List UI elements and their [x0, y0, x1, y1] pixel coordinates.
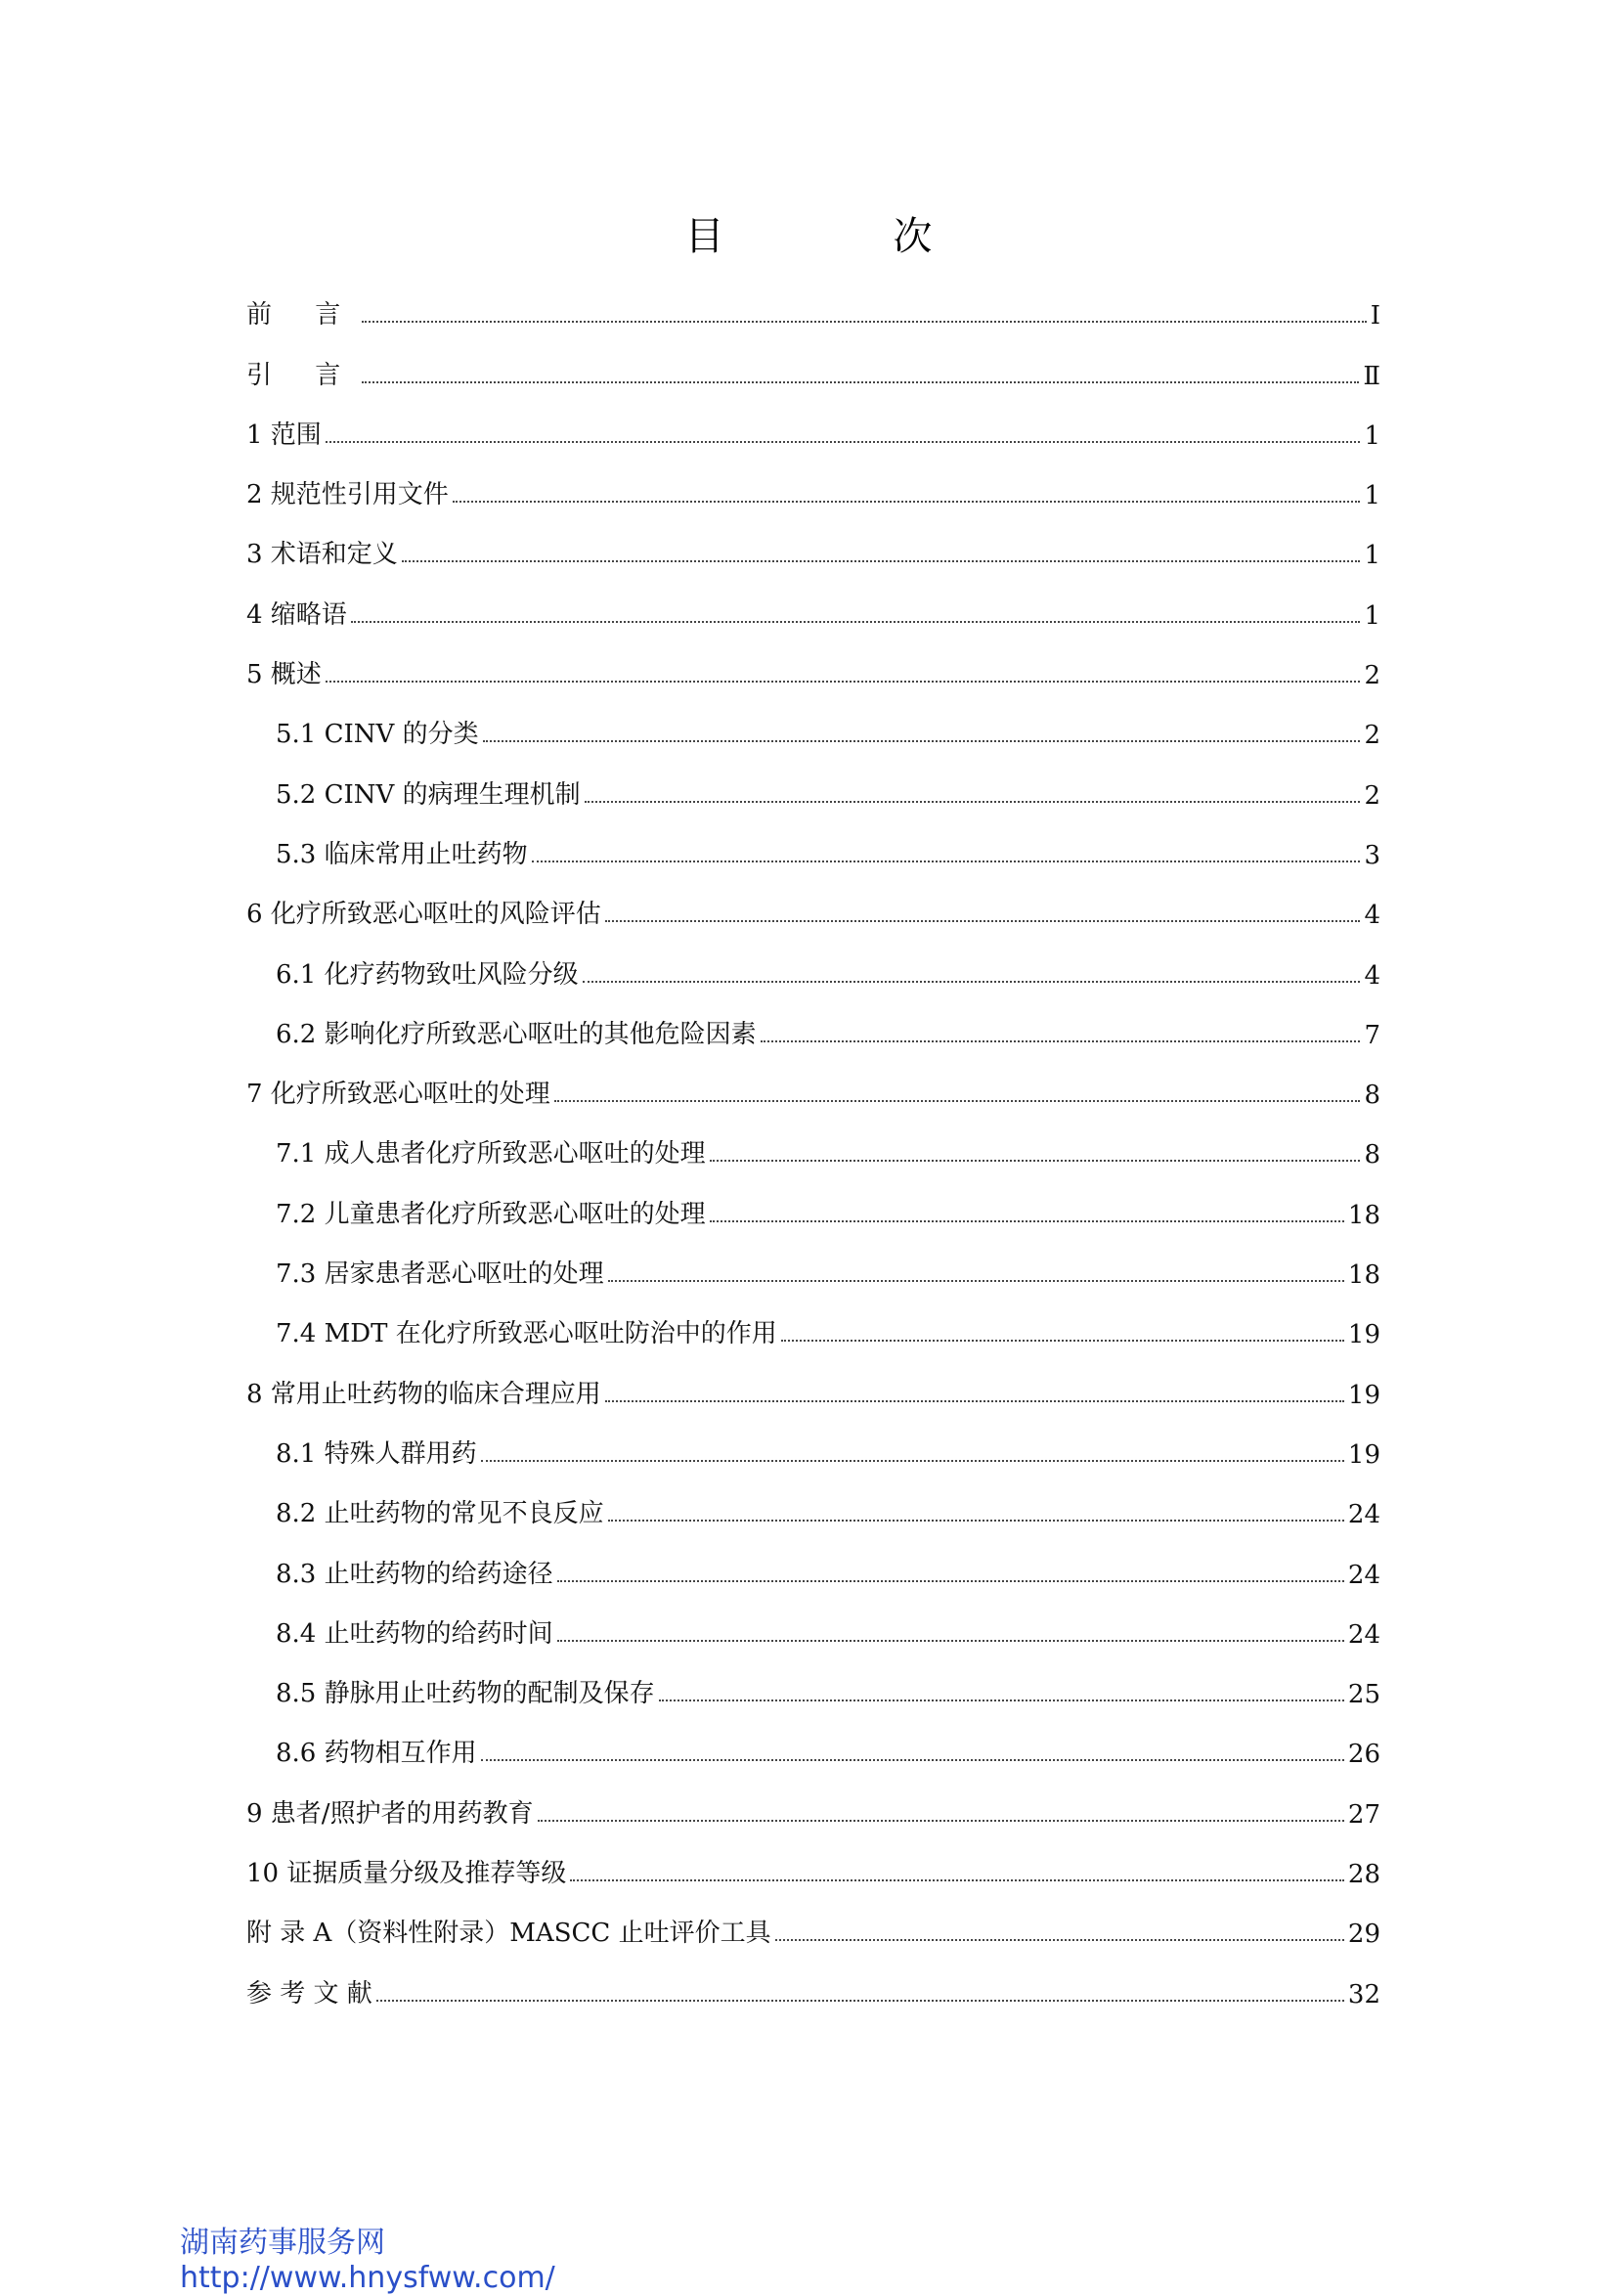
toc-leader-dots — [326, 680, 1361, 683]
footer-site-url[interactable]: http://www.hnysfww.com/ — [180, 2261, 555, 2295]
page-title: 目 次 — [684, 214, 1011, 259]
toc-entry-label: 4 缩略语 — [246, 599, 347, 630]
toc-entry-page: 19 — [1347, 1320, 1380, 1350]
toc-entry-label: 9 患者/照护者的用药教育 — [246, 1798, 534, 1829]
toc-entry[interactable] — [246, 880, 1380, 940]
toc-leader-dots — [605, 919, 1361, 922]
toc-entry-label: 6.1 化疗药物致吐风险分级 — [276, 959, 579, 990]
toc-entry-label: 2 规范性引用文件 — [246, 480, 449, 510]
toc-entry-label: 8.6 药物相互作用 — [276, 1739, 477, 1769]
toc-entry-label: 3 术语和定义 — [246, 540, 398, 570]
toc-entry-label: 6.2 影响化疗所致恶心呕吐的其他危险因素 — [276, 1019, 757, 1049]
toc-entry-label: 7.3 居家患者恶心呕吐的处理 — [276, 1259, 604, 1290]
toc-entry[interactable] — [246, 1300, 1380, 1359]
toc-leader-dots — [362, 380, 1359, 383]
toc-leader-dots — [362, 320, 1366, 323]
toc-entry[interactable] — [246, 281, 1380, 340]
toc-entry-page: 1 — [1364, 420, 1380, 451]
toc-leader-dots — [781, 1339, 1344, 1342]
toc-entry-label: 参 考 文 献 — [246, 1978, 372, 2009]
toc-leader-dots — [570, 1878, 1344, 1881]
toc-leader-dots — [483, 739, 1361, 742]
toc-entry[interactable] — [246, 520, 1380, 580]
toc-leader-dots — [585, 800, 1361, 803]
toc-leader-dots — [761, 1039, 1361, 1042]
toc-entry[interactable] — [246, 1539, 1380, 1599]
toc-entry-page: 29 — [1347, 1920, 1380, 1950]
toc-entry[interactable] — [246, 1060, 1380, 1120]
toc-entry-label: 5.3 临床常用止吐药物 — [276, 839, 528, 869]
toc-entry-label: 6 化疗所致恶心呕吐的风险评估 — [246, 900, 601, 930]
toc-entry[interactable] — [246, 1839, 1380, 1899]
toc-entry-label: 7.2 儿童患者化疗所致恶心呕吐的处理 — [276, 1199, 706, 1229]
toc-leader-dots — [557, 1579, 1344, 1582]
toc-entry-label: 8 常用止吐药物的临床合理应用 — [246, 1379, 601, 1409]
toc-entry-page: 24 — [1347, 1619, 1380, 1650]
toc-entry-page: 2 — [1364, 721, 1380, 751]
toc-entry[interactable] — [246, 1779, 1380, 1838]
toc-entry-page: 18 — [1347, 1200, 1380, 1230]
toc-entry-page: Ⅱ — [1363, 361, 1380, 391]
toc-leader-dots — [710, 1219, 1344, 1222]
toc-leader-dots — [453, 500, 1361, 503]
toc-entry-label: 5.2 CINV 的病理生理机制 — [276, 779, 581, 810]
toc-leader-dots — [538, 1819, 1344, 1822]
toc-entry[interactable] — [246, 760, 1380, 819]
toc-entry[interactable] — [246, 1359, 1380, 1419]
toc-entry[interactable] — [246, 1600, 1380, 1659]
toc-entry[interactable] — [246, 1719, 1380, 1779]
table-of-contents — [246, 281, 1380, 2019]
toc-entry-label: 附 录 A（资料性附录）MASCC 止吐评价工具 — [246, 1919, 771, 1949]
toc-entry-label: 5.1 CINV 的分类 — [276, 720, 479, 750]
toc-entry[interactable] — [246, 820, 1380, 880]
toc-entry[interactable] — [246, 1659, 1380, 1719]
toc-entry[interactable] — [246, 401, 1380, 461]
toc-entry-page: 18 — [1347, 1260, 1380, 1291]
toc-entry-label: 5 概述 — [246, 660, 322, 690]
toc-entry-label: 7 化疗所致恶心呕吐的处理 — [246, 1080, 550, 1110]
toc-leader-dots — [532, 860, 1361, 862]
toc-entry-page: 28 — [1347, 1860, 1380, 1890]
toc-entry[interactable] — [246, 1899, 1380, 1959]
toc-leader-dots — [557, 1639, 1344, 1642]
toc-entry[interactable] — [246, 1240, 1380, 1300]
toc-entry-page: 2 — [1364, 661, 1380, 691]
toc-entry-page: 25 — [1347, 1680, 1380, 1710]
toc-entry[interactable] — [246, 340, 1380, 400]
toc-entry-page: 19 — [1347, 1439, 1380, 1470]
toc-entry-page: 19 — [1347, 1380, 1380, 1410]
toc-leader-dots — [481, 1459, 1344, 1462]
toc-entry-page: 3 — [1364, 840, 1380, 870]
toc-entry-page: 7 — [1364, 1020, 1380, 1050]
toc-entry[interactable] — [246, 461, 1380, 520]
toc-leader-dots — [608, 1519, 1344, 1522]
toc-leader-dots — [583, 980, 1361, 983]
toc-entry-label: 1 范围 — [246, 419, 322, 450]
toc-entry-label: 前 言 — [246, 300, 359, 331]
toc-entry-page: 1 — [1364, 541, 1380, 571]
toc-entry-page: Ⅰ — [1370, 301, 1380, 331]
footer-site-name[interactable]: 湖南药事服务网 — [180, 2226, 385, 2260]
toc-entry-label: 10 证据质量分级及推荐等级 — [246, 1859, 567, 1889]
toc-entry-page: 8 — [1364, 1081, 1380, 1111]
toc-leader-dots — [402, 559, 1361, 562]
toc-leader-dots — [605, 1399, 1344, 1402]
toc-leader-dots — [710, 1159, 1361, 1162]
toc-entry-label: 引 言 — [246, 360, 359, 390]
toc-entry[interactable] — [246, 1479, 1380, 1539]
toc-entry-page: 27 — [1347, 1799, 1380, 1830]
toc-entry[interactable] — [246, 940, 1380, 999]
toc-entry-page: 4 — [1364, 960, 1380, 991]
toc-leader-dots — [554, 1099, 1361, 1102]
toc-entry-label: 7.4 MDT 在化疗所致恶心呕吐防治中的作用 — [276, 1319, 777, 1349]
toc-entry-page: 1 — [1364, 481, 1380, 511]
toc-entry-label: 8.5 静脉用止吐药物的配制及保存 — [276, 1679, 655, 1709]
toc-entry-label: 7.1 成人患者化疗所致恶心呕吐的处理 — [276, 1139, 706, 1170]
toc-entry[interactable] — [246, 580, 1380, 640]
toc-leader-dots — [481, 1758, 1344, 1761]
toc-leader-dots — [326, 440, 1361, 443]
toc-entry-label: 8.2 止吐药物的常见不良反应 — [276, 1499, 604, 1529]
footer — [180, 2226, 555, 2296]
toc-leader-dots — [376, 1999, 1344, 2002]
toc-leader-dots — [659, 1699, 1344, 1701]
toc-leader-dots — [775, 1938, 1344, 1941]
toc-entry-page: 24 — [1347, 1560, 1380, 1590]
toc-entry[interactable] — [246, 1959, 1380, 2018]
toc-entry-page: 24 — [1347, 1500, 1380, 1530]
toc-entry-label: 8.1 特殊人群用药 — [276, 1438, 477, 1469]
toc-entry-label: 8.4 止吐药物的给药时间 — [276, 1618, 553, 1649]
toc-entry[interactable] — [246, 700, 1380, 760]
toc-leader-dots — [351, 620, 1361, 623]
toc-entry[interactable] — [246, 1179, 1380, 1239]
toc-entry[interactable] — [246, 1000, 1380, 1060]
toc-entry[interactable] — [246, 1420, 1380, 1479]
toc-entry-page: 1 — [1364, 600, 1380, 631]
toc-leader-dots — [608, 1279, 1344, 1282]
toc-entry-page: 8 — [1364, 1140, 1380, 1170]
toc-entry[interactable] — [246, 1120, 1380, 1179]
toc-entry-page: 4 — [1364, 901, 1380, 931]
toc-entry-page: 26 — [1347, 1740, 1380, 1770]
toc-entry-label: 8.3 止吐药物的给药途径 — [276, 1559, 553, 1589]
toc-entry[interactable] — [246, 640, 1380, 700]
toc-entry-page: 32 — [1347, 1979, 1380, 2009]
toc-entry-page: 2 — [1364, 780, 1380, 811]
